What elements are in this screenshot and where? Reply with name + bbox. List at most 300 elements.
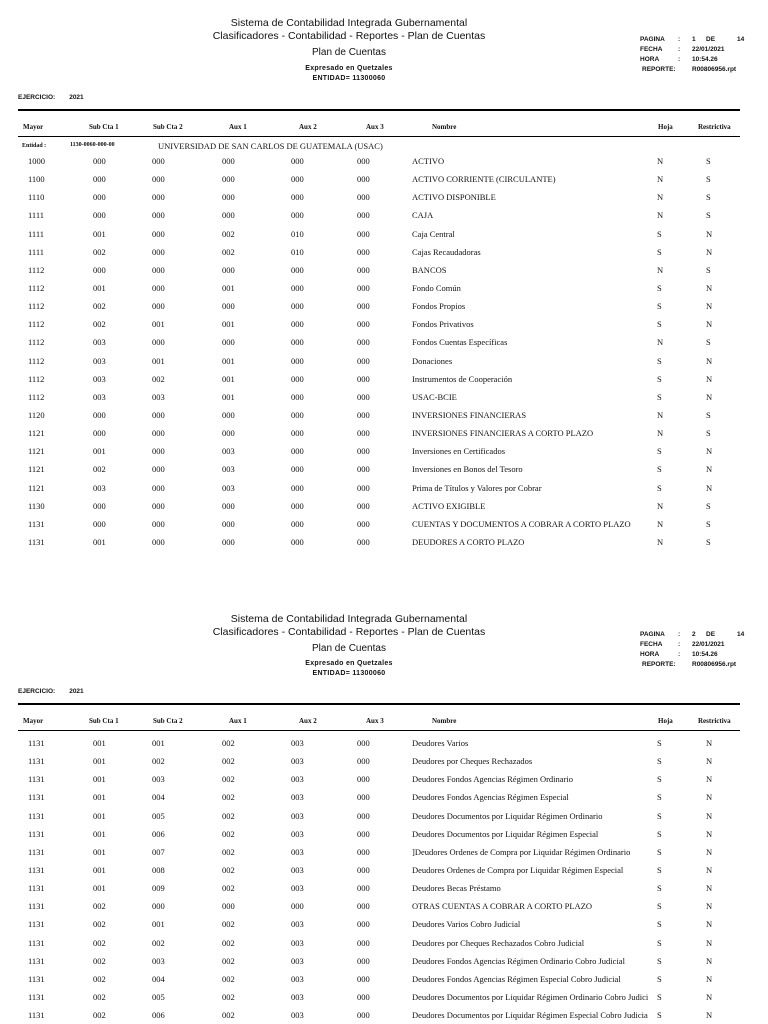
cell-hoja: S	[657, 991, 662, 1002]
entity-line: ENTIDAD= 11300060	[312, 75, 386, 82]
cell-subcta1: 002	[93, 937, 106, 948]
cell-aux2: 003	[291, 738, 304, 748]
table-row	[0, 388, 768, 406]
cell-aux3: 000	[357, 937, 370, 948]
cell-subcta2: 003	[152, 391, 165, 402]
cell-aux2: 000	[291, 282, 304, 293]
table-row	[0, 243, 768, 261]
table-row	[0, 206, 768, 224]
cell-restrictiva: N	[706, 464, 713, 475]
cell-nombre: Fondos Propios	[412, 301, 466, 312]
cell-aux3: 000	[357, 409, 370, 420]
cell-aux3: 000	[357, 955, 370, 966]
cell-mayor: 1110	[28, 192, 45, 203]
cell-restrictiva: N	[706, 991, 713, 1002]
cell-aux2: 000	[291, 500, 304, 511]
divider	[18, 109, 740, 111]
cell-nombre: Deudores Documentos por Liquidar Régimen Ordinario	[412, 810, 603, 821]
cell-restrictiva: N	[706, 919, 713, 930]
cell-mayor: 1130	[28, 500, 45, 511]
cell-aux2: 003	[291, 883, 304, 894]
cell-subcta1: 001	[93, 864, 106, 875]
cell-mayor: 1131	[28, 828, 45, 839]
ejercicio-value: 2021	[69, 94, 84, 101]
cell-aux2: 003	[291, 756, 304, 767]
currency-note: Expresado en Quetzales	[305, 660, 393, 667]
table-row	[0, 915, 768, 933]
cell-nombre: Cajas Recaudadoras	[412, 246, 481, 257]
cell-hoja: N	[657, 174, 664, 185]
cell-nombre: Deudores Becas Préstamo	[412, 883, 501, 894]
col-subcta2: Sub Cta 2	[153, 123, 183, 131]
cell-subcta2: 004	[152, 792, 165, 803]
cell-restrictiva: S	[706, 428, 711, 439]
cell-hoja: S	[657, 355, 662, 366]
cell-hoja: N	[657, 337, 664, 348]
table-row	[0, 970, 768, 988]
cell-mayor: 1131	[28, 738, 45, 748]
cell-aux3: 000	[357, 464, 370, 475]
cell-restrictiva: N	[706, 373, 713, 384]
cell-nombre: ACTIVO DISPONIBLE	[412, 192, 496, 203]
cell-restrictiva: N	[706, 282, 713, 293]
cell-subcta2: 001	[152, 738, 165, 748]
cell-nombre: ACTIVO EXIGIBLE	[412, 500, 486, 511]
cell-aux3: 000	[357, 810, 370, 821]
divider	[18, 136, 740, 137]
cell-mayor: 1111	[28, 210, 45, 221]
cell-hoja: S	[657, 846, 662, 857]
cell-subcta2: 008	[152, 864, 165, 875]
cell-aux1: 000	[222, 156, 235, 166]
cell-aux1: 002	[222, 810, 235, 821]
table-row	[0, 897, 768, 915]
cell-subcta2: 000	[152, 536, 165, 547]
cell-subcta1: 003	[93, 482, 106, 493]
report-time: 10:54.26	[692, 651, 718, 658]
cell-aux2: 000	[291, 373, 304, 384]
cell-mayor: 1120	[28, 409, 45, 420]
cell-restrictiva: S	[706, 174, 711, 185]
cell-nombre: Fondos Privativos	[412, 319, 474, 330]
cell-aux2: 003	[291, 846, 304, 857]
cell-aux2: 003	[291, 774, 304, 785]
hora-label: HORA	[640, 651, 660, 658]
table-row	[0, 752, 768, 770]
cell-hoja: N	[657, 518, 664, 529]
cell-subcta2: 003	[152, 955, 165, 966]
report-page-1: Sistema de Contabilidad Integrada Gubernamental Clasificadores - Contabilidad - Reportes - Plan de Cuentas Plan de Cuentas Expresado en Quetzales ENTIDAD= 11300060 PAGINA : 1 DE 14 FECHA : 22/01/2021 HORA : 10:54.26 REPORTE: R00806956.rpt EJERCICIO: 2021 Mayor Sub Cta 1 Sub Cta 2 Aux 1 Aux 2 Aux 3 Nombre Hoja Restrictiva Entidad : 1130-0060-000-00 UNIVERSIDAD DE SAN CARLOS DE GUATEMALA (USAC) 1000 000 000 000 000 000 ACTIVO N S 1100 000 000 000 000 000 ACTIVO CORRIENTE (CIRCULANTE) N S 1110 000 000 000 000 000 ACTIVO DISPONIBLE N S 1111 000 000 000 000 000 CAJA N S 1111 001 000 002 010 000 Caja Central S N 1111 002 000 002 010 000 Cajas Recaudadoras S N 1112 000 000 000 000 000 BANCOS N S 1112 001 000 001 000 000 Fondo Común S N 1112 002 000 000 000 000 Fondos Propios S N 1112 002 001 001 000 000 Fondos Privativos S N 1112 003 000 000 000 000 Fondos Cuentas Específicas N S 1112 003 001 001 000 000 Donaciones S N 1112 003 002 001 000 000 Instrumentos de Cooperación S N 1112 003 003 001 000 000 USAC-BCIE S N 1120 000 000 000 000 000 INVERSIONES FINANCIERAS N S 1121 000 000 000 000 000 INVERSIONES FINANCIERAS A CORTO PLAZO N S 1121 001 000 003 000 000 Inversiones en Certificados S N 1121 002 000 003 000 000 Inversiones en Bonos del Tesoro S N 1121 003 000 003 000 000 Prima de Títulos y Valores por Cobrar S N 1130 000 000 000 000 000 ACTIVO EXIGIBLE N S 1131 000 000 000 000 000 CUENTAS Y DOCUMENTOS A COBRAR A CORTO PLAZO N S 1131 001 000 000 000 000 DEUDORES A CORTO PLAZO N S	[0, 0, 768, 560]
cell-subcta1: 001	[93, 756, 106, 767]
cell-mayor: 1112	[28, 355, 45, 366]
cell-subcta1: 002	[93, 955, 106, 966]
cell-subcta2: 000	[152, 518, 165, 529]
cell-restrictiva: N	[706, 828, 713, 839]
cell-aux1: 000	[222, 409, 235, 420]
fiscal-year	[18, 688, 98, 695]
cell-aux2: 000	[291, 174, 304, 185]
cell-nombre: BANCOS	[412, 264, 447, 275]
report-time: 10:54.26	[692, 56, 718, 63]
cell-restrictiva: S	[706, 192, 711, 203]
table-row	[0, 734, 768, 752]
cell-aux1: 000	[222, 901, 235, 912]
cell-aux3: 000	[357, 446, 370, 457]
cell-aux1: 001	[222, 355, 235, 366]
cell-subcta1: 001	[93, 774, 106, 785]
cell-aux2: 000	[291, 210, 304, 221]
report-subtitle: Clasificadores - Contabilidad - Reportes - Plan de Cuentas	[212, 626, 486, 638]
cell-aux3: 000	[357, 174, 370, 185]
cell-nombre: CUENTAS Y DOCUMENTOS A COBRAR A CORTO PLAZO	[412, 518, 631, 529]
cell-mayor: 1131	[28, 536, 45, 547]
cell-subcta1: 003	[93, 355, 106, 366]
cell-aux2: 000	[291, 446, 304, 457]
ejercicio-label: EJERCICIO:	[18, 688, 56, 695]
cell-nombre: OTRAS CUENTAS A COBRAR A CORTO PLAZO	[412, 901, 593, 912]
cell-aux2: 000	[291, 409, 304, 420]
table-header	[0, 123, 768, 135]
cell-restrictiva: N	[706, 355, 713, 366]
cell-aux1: 001	[222, 391, 235, 402]
cell-subcta1: 000	[93, 156, 106, 166]
cell-restrictiva: S	[706, 156, 711, 166]
cell-subcta1: 001	[93, 282, 106, 293]
cell-aux1: 000	[222, 210, 235, 221]
total-pages: 14	[737, 36, 745, 43]
cell-nombre: DEUDORES A CORTO PLAZO	[412, 536, 525, 547]
table-row	[0, 225, 768, 243]
cell-hoja: N	[657, 264, 664, 275]
cell-hoja: S	[657, 1010, 662, 1021]
cell-aux2: 000	[291, 901, 304, 912]
cell-hoja: S	[657, 919, 662, 930]
cell-aux3: 000	[357, 391, 370, 402]
cell-aux3: 000	[357, 319, 370, 330]
table-row	[0, 460, 768, 478]
report-date: 22/01/2021	[692, 46, 725, 53]
cell-subcta1: 003	[93, 391, 106, 402]
cell-hoja: S	[657, 774, 662, 785]
cell-aux1: 002	[222, 937, 235, 948]
cell-subcta2: 001	[152, 919, 165, 930]
cell-aux2: 000	[291, 301, 304, 312]
fecha-label: FECHA	[640, 46, 663, 53]
cell-aux2: 000	[291, 264, 304, 275]
cell-aux3: 000	[357, 973, 370, 984]
col-aux2: Aux 2	[299, 717, 317, 725]
cell-subcta2: 000	[152, 156, 165, 166]
cell-mayor: 1112	[28, 282, 45, 293]
cell-restrictiva: N	[706, 846, 713, 857]
col-mayor: Mayor	[23, 717, 44, 725]
cell-aux2: 003	[291, 973, 304, 984]
col-aux1: Aux 1	[229, 717, 247, 725]
cell-nombre: Deudores por Cheques Rechazados	[412, 756, 533, 767]
cell-aux3: 000	[357, 536, 370, 547]
table-row	[0, 170, 768, 188]
cell-subcta1: 001	[93, 792, 106, 803]
cell-subcta2: 009	[152, 883, 165, 894]
cell-subcta1: 002	[93, 301, 106, 312]
page-number: 1	[692, 36, 696, 43]
cell-subcta2: 000	[152, 482, 165, 493]
col-hoja: Hoja	[658, 123, 673, 131]
cell-aux1: 000	[222, 518, 235, 529]
fecha-label: FECHA	[640, 641, 663, 648]
cell-aux1: 002	[222, 846, 235, 857]
cell-restrictiva: N	[706, 864, 713, 875]
cell-hoja: N	[657, 428, 664, 439]
cell-mayor: 1121	[28, 464, 45, 475]
report-heading: Plan de Cuentas	[312, 643, 386, 654]
cell-mayor: 1131	[28, 774, 45, 785]
cell-restrictiva: N	[706, 955, 713, 966]
cell-nombre: ]Deudores Ordenes de Compra por Liquidar Régimen Ordinario	[412, 846, 631, 857]
cell-subcta1: 002	[93, 464, 106, 475]
cell-mayor: 1131	[28, 864, 45, 875]
cell-aux1: 002	[222, 919, 235, 930]
cell-hoja: N	[657, 409, 664, 420]
cell-hoja: S	[657, 282, 662, 293]
cell-restrictiva: N	[706, 482, 713, 493]
cell-nombre: Deudores por Cheques Rechazados Cobro Judicial	[412, 937, 585, 948]
cell-aux1: 002	[222, 756, 235, 767]
cell-nombre: Donaciones	[412, 355, 453, 366]
table-row	[0, 370, 768, 388]
cell-mayor: 1111	[28, 246, 45, 257]
cell-restrictiva: N	[706, 901, 713, 912]
cell-subcta1: 002	[93, 901, 106, 912]
cell-mayor: 1121	[28, 446, 45, 457]
table-row	[0, 825, 768, 843]
cell-hoja: S	[657, 738, 662, 748]
cell-nombre: Fondos Cuentas Específicas	[412, 337, 508, 348]
cell-mayor: 1121	[28, 482, 45, 493]
cell-subcta2: 000	[152, 500, 165, 511]
cell-aux3: 000	[357, 756, 370, 767]
cell-aux1: 000	[222, 500, 235, 511]
cell-subcta2: 001	[152, 319, 165, 330]
cell-aux2: 010	[291, 228, 304, 239]
cell-aux3: 000	[357, 264, 370, 275]
cell-mayor: 1111	[28, 228, 45, 239]
cell-aux2: 003	[291, 937, 304, 948]
cell-subcta1: 000	[93, 192, 106, 203]
cell-mayor: 1131	[28, 518, 45, 529]
report-title: Sistema de Contabilidad Integrada Gubernamental	[230, 613, 468, 625]
accounts-table	[0, 152, 768, 551]
cell-restrictiva: S	[706, 518, 711, 529]
cell-mayor: 1131	[28, 901, 45, 912]
report-subtitle: Clasificadores - Contabilidad - Reportes - Plan de Cuentas	[212, 30, 486, 42]
cell-restrictiva: S	[706, 409, 711, 420]
cell-mayor: 1112	[28, 337, 45, 348]
cell-nombre: INVERSIONES FINANCIERAS A CORTO PLAZO	[412, 428, 594, 439]
cell-restrictiva: N	[706, 246, 713, 257]
entidad-label: Entidad :	[22, 143, 47, 149]
table-row	[0, 315, 768, 333]
table-row	[0, 934, 768, 952]
cell-restrictiva: N	[706, 319, 713, 330]
cell-mayor: 1131	[28, 1010, 45, 1021]
col-mayor: Mayor	[23, 123, 44, 131]
cell-hoja: S	[657, 810, 662, 821]
cell-nombre: ACTIVO	[412, 156, 445, 166]
table-row	[0, 843, 768, 861]
cell-mayor: 1131	[28, 955, 45, 966]
col-subcta2: Sub Cta 2	[153, 717, 183, 725]
cell-subcta1: 000	[93, 174, 106, 185]
cell-restrictiva: N	[706, 391, 713, 402]
cell-restrictiva: N	[706, 792, 713, 803]
cell-aux2: 003	[291, 828, 304, 839]
cell-subcta1: 001	[93, 846, 106, 857]
cell-hoja: S	[657, 301, 662, 312]
cell-restrictiva: N	[706, 810, 713, 821]
cell-nombre: Deudores Documentos por Liquidar Régimen Ordinario Cobro Judici	[412, 991, 649, 1002]
col-aux2: Aux 2	[299, 123, 317, 131]
entity-line: ENTIDAD= 11300060	[312, 670, 386, 677]
cell-aux1: 003	[222, 446, 235, 457]
cell-subcta2: 000	[152, 228, 165, 239]
cell-hoja: S	[657, 446, 662, 457]
cell-hoja: S	[657, 937, 662, 948]
cell-aux1: 002	[222, 973, 235, 984]
cell-aux3: 000	[357, 192, 370, 203]
cell-subcta2: 000	[152, 901, 165, 912]
cell-subcta2: 000	[152, 210, 165, 221]
cell-nombre: Deudores Ordenes de Compra por Liquidar Régimen Especial	[412, 864, 624, 875]
cell-aux2: 010	[291, 246, 304, 257]
cell-aux2: 003	[291, 919, 304, 930]
pagina-label: PAGINA	[640, 36, 665, 43]
cell-subcta1: 002	[93, 1010, 106, 1021]
cell-subcta2: 006	[152, 828, 165, 839]
cell-aux3: 000	[357, 428, 370, 439]
cell-aux1: 000	[222, 301, 235, 312]
cell-hoja: S	[657, 883, 662, 894]
cell-aux1: 001	[222, 373, 235, 384]
cell-hoja: S	[657, 955, 662, 966]
cell-aux3: 000	[357, 156, 370, 166]
cell-aux3: 000	[357, 991, 370, 1002]
cell-aux2: 000	[291, 337, 304, 348]
col-nombre: Nombre	[432, 123, 457, 131]
cell-mayor: 1000	[28, 156, 45, 166]
cell-subcta2: 000	[152, 464, 165, 475]
cell-hoja: S	[657, 864, 662, 875]
cell-nombre: INVERSIONES FINANCIERAS	[412, 409, 527, 420]
cell-subcta2: 001	[152, 355, 165, 366]
cell-nombre: Deudores Fondos Agencias Régimen Ordinario	[412, 774, 573, 785]
cell-mayor: 1112	[28, 319, 45, 330]
col-subcta1: Sub Cta 1	[89, 123, 119, 131]
cell-subcta1: 000	[93, 428, 106, 439]
table-row	[0, 807, 768, 825]
cell-hoja: S	[657, 756, 662, 767]
cell-subcta1: 002	[93, 919, 106, 930]
cell-nombre: Inversiones en Certificados	[412, 446, 505, 457]
cell-aux1: 000	[222, 264, 235, 275]
cell-aux3: 000	[357, 301, 370, 312]
col-hoja: Hoja	[658, 717, 673, 725]
cell-subcta1: 000	[93, 518, 106, 529]
cell-subcta1: 002	[93, 973, 106, 984]
cell-aux1: 002	[222, 246, 235, 257]
table-row	[0, 479, 768, 497]
cell-nombre: Deudores Fondos Agencias Régimen Ordinario Cobro Judicial	[412, 955, 625, 966]
cell-aux2: 003	[291, 955, 304, 966]
cell-aux1: 002	[222, 883, 235, 894]
cell-aux3: 000	[357, 864, 370, 875]
divider	[18, 730, 740, 731]
col-restrictiva: Restrictiva	[698, 123, 731, 131]
currency-note: Expresado en Quetzales	[305, 65, 393, 72]
table-row	[0, 952, 768, 970]
cell-restrictiva: N	[706, 301, 713, 312]
cell-aux2: 000	[291, 518, 304, 529]
table-row	[0, 988, 768, 1006]
cell-hoja: S	[657, 319, 662, 330]
cell-subcta2: 000	[152, 246, 165, 257]
cell-aux3: 000	[357, 846, 370, 857]
col-aux1: Aux 1	[229, 123, 247, 131]
cell-aux3: 000	[357, 228, 370, 239]
cell-subcta2: 003	[152, 774, 165, 785]
cell-aux2: 003	[291, 792, 304, 803]
cell-restrictiva: N	[706, 774, 713, 785]
col-nombre: Nombre	[432, 717, 457, 725]
cell-aux1: 002	[222, 864, 235, 875]
cell-aux1: 000	[222, 536, 235, 547]
de-label: DE	[706, 36, 716, 43]
cell-hoja: S	[657, 373, 662, 384]
cell-subcta2: 004	[152, 973, 165, 984]
cell-aux1: 002	[222, 774, 235, 785]
cell-hoja: S	[657, 464, 662, 475]
cell-aux1: 002	[222, 828, 235, 839]
cell-hoja: S	[657, 482, 662, 493]
cell-subcta1: 001	[93, 446, 106, 457]
table-row	[0, 533, 768, 551]
cell-hoja: N	[657, 500, 664, 511]
cell-mayor: 1131	[28, 756, 45, 767]
cell-aux2: 003	[291, 810, 304, 821]
divider	[18, 703, 740, 705]
cell-restrictiva: N	[706, 738, 713, 748]
cell-hoja: S	[657, 246, 662, 257]
de-label: DE	[706, 631, 716, 638]
report-heading: Plan de Cuentas	[312, 47, 386, 58]
cell-aux3: 000	[357, 355, 370, 366]
cell-aux2: 000	[291, 192, 304, 203]
cell-aux3: 000	[357, 919, 370, 930]
cell-subcta2: 000	[152, 174, 165, 185]
cell-mayor: 1131	[28, 846, 45, 857]
cell-aux2: 003	[291, 864, 304, 875]
cell-aux3: 000	[357, 883, 370, 894]
cell-hoja: S	[657, 901, 662, 912]
cell-hoja: N	[657, 536, 664, 547]
cell-subcta2: 006	[152, 1010, 165, 1021]
table-row	[0, 333, 768, 351]
report-file: R00806956.rpt	[692, 66, 737, 73]
accounts-table	[0, 734, 768, 1024]
cell-subcta1: 001	[93, 828, 106, 839]
cell-subcta2: 002	[152, 756, 165, 767]
cell-aux3: 000	[357, 828, 370, 839]
